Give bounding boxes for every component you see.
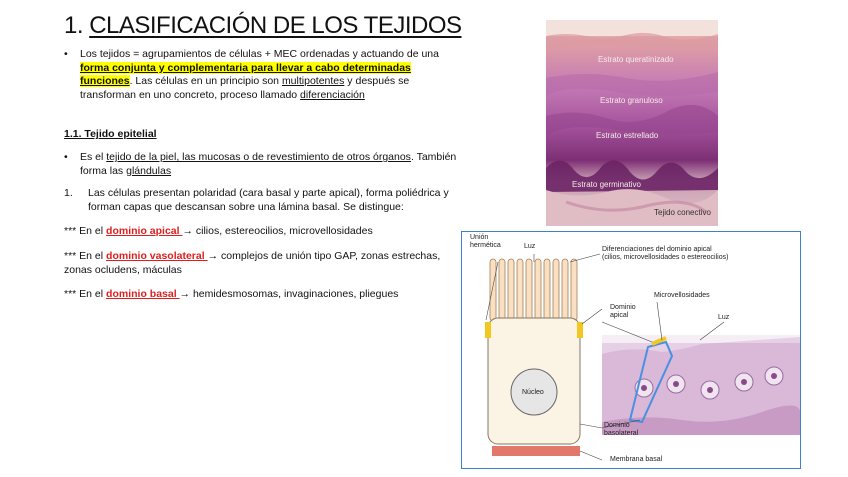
bullet1-text-c: y después se transforman en uno concreto, proceso llamado bbox=[80, 75, 410, 101]
text-content bbox=[64, 48, 459, 302]
domain-desc: → cilios, estereocilios, microvellosidades bbox=[182, 225, 373, 238]
section-heading: 1.1. Tejido epitelial bbox=[64, 128, 157, 141]
label-nucleo: Núcleo bbox=[522, 389, 544, 396]
domain-line-vasolateral bbox=[64, 250, 459, 277]
label-dominio-apical: Dominio apical bbox=[610, 304, 636, 319]
label-tejido-conectivo: Tejido conectivo bbox=[654, 208, 711, 217]
title-number: 1. bbox=[64, 12, 84, 39]
label-estrato-queratinizado: Estrato queratinizado bbox=[598, 55, 674, 64]
term-glandulas: glándulas bbox=[126, 164, 172, 177]
bullet2-text-b: . También forma las bbox=[80, 150, 457, 177]
domain-term-vasolateral: dominio vasolateral bbox=[106, 249, 208, 262]
numbered-item-polaridad bbox=[64, 187, 459, 214]
bullet2-text-a: Es el bbox=[80, 150, 107, 163]
bullet-epitelial bbox=[64, 151, 459, 178]
label-microvellosidades: Microvellosidades bbox=[654, 292, 710, 299]
histology-drawing bbox=[546, 20, 718, 226]
domain-desc: → complejos de unión tipo GAP, zonas estrechas, zonas ocludens, máculas bbox=[64, 249, 441, 276]
highlighted-phrase: forma conjunta y complementaria para llevar a cabo determinadas funciones bbox=[80, 61, 411, 88]
domain-desc: → hemidesmosomas, invaginaciones, pliegues bbox=[179, 288, 399, 301]
domain-term-apical: dominio apical bbox=[106, 225, 183, 238]
label-membrana-basal: Membrana basal bbox=[610, 456, 663, 463]
domain-line-basal bbox=[64, 288, 459, 302]
label-luz-top: Luz bbox=[524, 243, 536, 250]
label-estrato-germinativo: Estrato germinativo bbox=[572, 180, 641, 189]
label-diferenciaciones: Diferenciaciones del dominio apical (cilios, microvellosidades o estereocilios) bbox=[602, 246, 729, 261]
epithelial-cell-diagram bbox=[461, 231, 801, 469]
domain-line-apical bbox=[64, 225, 459, 239]
label-estrato-granuloso: Estrato granuloso bbox=[600, 96, 663, 105]
label-dominio-basolateral: Dominio basolateral bbox=[604, 422, 639, 437]
label-estrato-estrellado: Estrato estrellado bbox=[596, 131, 659, 140]
term-diferenciacion: diferenciación bbox=[300, 88, 365, 101]
histology-skin-image bbox=[546, 20, 718, 226]
bullet-marker: • bbox=[64, 48, 68, 60]
number-marker: 1. bbox=[64, 187, 73, 200]
bullet1-text-b: . Las células en un principio son bbox=[129, 75, 282, 88]
term-multipotentes: multipotentes bbox=[281, 75, 345, 88]
term-tejido-piel: tejido de la piel, las mucosas o de revestimiento de otros órganos bbox=[106, 150, 411, 163]
numbered-item-text: Las células presentan polaridad (cara basal y parte apical), forma poliédrica y forman capas que descansan sobre una lámina basal. Se distingue: bbox=[88, 187, 449, 213]
domain-prefix: *** En el bbox=[64, 249, 107, 262]
label-luz-right: Luz bbox=[718, 314, 730, 321]
title-text: CLASIFICACIÓN DE LOS TEJIDOS bbox=[89, 12, 462, 39]
domain-prefix: *** En el bbox=[64, 288, 107, 301]
slide-title bbox=[64, 12, 462, 40]
bullet-definition bbox=[64, 48, 459, 102]
label-union-hermetica: Unión hermética bbox=[470, 234, 501, 249]
domain-prefix: *** En el bbox=[64, 225, 107, 238]
bullet1-text-a: Los tejidos = agrupamientos de células + MEC ordenadas y actuando de una bbox=[80, 48, 439, 60]
microvilli-shapes bbox=[490, 259, 577, 321]
domain-term-basal: dominio basal bbox=[106, 288, 180, 301]
bullet-marker: • bbox=[64, 150, 68, 163]
